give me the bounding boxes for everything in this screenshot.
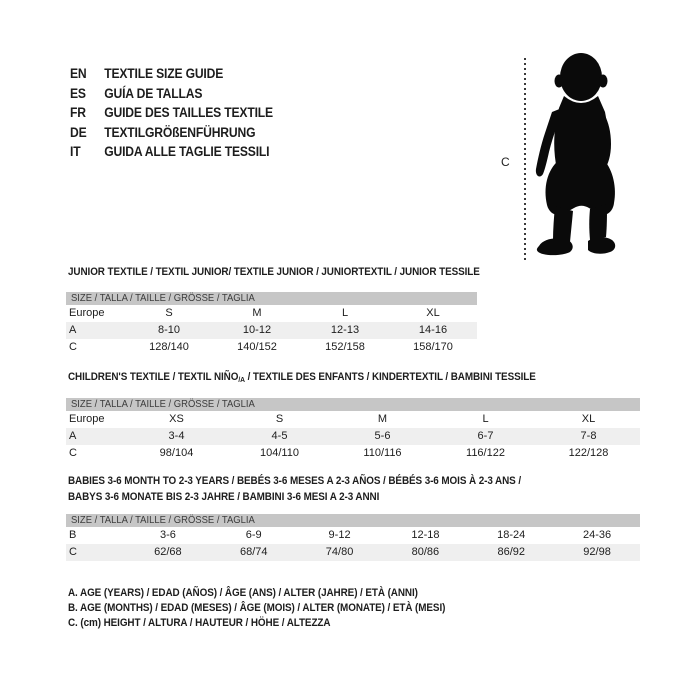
heading-subscript: /A: [238, 375, 245, 384]
cell: XL: [426, 307, 440, 319]
cell: S: [165, 307, 173, 319]
cell: 158/170: [413, 341, 453, 353]
cell: M: [252, 307, 262, 319]
cell: 3-6: [159, 529, 176, 541]
cell: S: [275, 413, 284, 425]
table-row: [66, 445, 640, 462]
footnote-c: C. (cm) HEIGHT / ALTURA / HAUTEUR / HÖHE / ALTEZZA: [68, 617, 331, 629]
size-header-text: SIZE / TALLA / TAILLE / GRÖSSE / TAGLIA: [71, 514, 255, 526]
cell: L: [482, 413, 489, 425]
cell: 6-9: [245, 529, 262, 541]
size-header-text: SIZE / TALLA / TAILLE / GRÖSSE / TAGLIA: [71, 398, 255, 410]
row-label: Europe: [69, 307, 105, 319]
row-label: C: [69, 546, 77, 558]
language-row-en: [70, 64, 273, 84]
heading-line-2: BABYS 3-6 MONATE BIS 2-3 JAHRE / BAMBINI 3-6 MESI A 2-3 ANNI: [68, 490, 380, 503]
cell: 8-10: [157, 324, 181, 336]
cell: 3-4: [168, 430, 185, 442]
row-label: B: [69, 529, 77, 541]
cell: 74/80: [325, 546, 354, 558]
cell: 122/128: [568, 447, 609, 459]
row-label: C: [69, 447, 77, 459]
cell: XS: [169, 413, 184, 425]
language-list: [70, 64, 273, 162]
language-label: GUIDE DES TAILLES TEXTILE: [104, 105, 273, 120]
language-label: TEXTILGRÖßENFÜHRUNG: [104, 124, 256, 140]
size-header-bar: [66, 398, 640, 411]
cell: 5-6: [374, 430, 391, 442]
row-label: A: [69, 324, 77, 336]
babies-section-heading: [68, 474, 521, 505]
language-code: ES: [70, 85, 86, 101]
cell: 116/122: [466, 447, 505, 459]
cell: 62/68: [154, 546, 182, 558]
cell: XL: [581, 413, 596, 425]
row-label: Europe: [69, 413, 105, 425]
row-label: A: [69, 430, 77, 442]
cell: 68/74: [239, 546, 268, 558]
size-header-text: SIZE / TALLA / TAILLE / GRÖSSE / TAGLIA: [71, 292, 255, 304]
cell: 12-13: [330, 324, 360, 336]
language-row-it: [70, 142, 273, 162]
cell: 12-18: [411, 529, 440, 541]
cell: 18-24: [497, 529, 526, 541]
language-code: EN: [70, 66, 87, 81]
table-row: [66, 305, 477, 322]
cell: 98/104: [159, 447, 194, 459]
language-label: GUÍA DE TALLAS: [104, 85, 203, 101]
children-section-heading: [68, 371, 536, 384]
language-code: IT: [70, 144, 81, 159]
heading-text: CHILDREN'S TEXTILE / TEXTIL NIÑO: [68, 371, 239, 383]
cell: 7-8: [580, 430, 597, 442]
cell: 4-5: [271, 430, 288, 442]
cell: 9-12: [328, 529, 351, 541]
cell: M: [377, 413, 388, 425]
junior-size-table: [66, 292, 477, 356]
cell: 104/110: [260, 447, 299, 459]
children-size-table: [66, 398, 640, 462]
cell: 128/140: [149, 341, 189, 353]
language-row-de: [70, 123, 273, 143]
height-measure-label: C: [501, 155, 510, 169]
cell: 92/98: [583, 546, 611, 558]
language-row-es: [70, 84, 273, 104]
language-code: FR: [70, 105, 86, 120]
babies-size-table: [66, 514, 640, 561]
cell: 152/158: [325, 341, 365, 353]
size-header-bar: [66, 292, 477, 305]
cell: L: [341, 307, 349, 319]
cell: 10-12: [242, 324, 272, 336]
language-code: DE: [70, 124, 87, 140]
footnotes: [68, 586, 445, 631]
footnote-a: A. AGE (YEARS) / EDAD (AÑOS) / ÂGE (ANS) / ALTER (JAHRE) / ETÀ (ANNI): [68, 587, 418, 599]
size-header-bar: [66, 514, 640, 527]
table-row: [66, 428, 640, 445]
footnote-b: B. AGE (MONTHS) / EDAD (MESES) / ÂGE (MOIS) / ALTER (MONATE) / ETÀ (MESI): [68, 602, 446, 614]
heading-line-1: BABIES 3-6 MONTH TO 2-3 YEARS / BEBÉS 3-6 MESES A 2-3 AÑOS / BÉBÉS 3-6 MOIS À 2-3 ANS /: [68, 475, 521, 487]
table-row: [66, 411, 640, 428]
cell: 86/92: [497, 546, 525, 558]
cell: 110/116: [363, 447, 402, 459]
baby-silhouette-icon: [534, 50, 630, 265]
language-row-fr: [70, 103, 273, 123]
cell: 6-7: [477, 430, 494, 442]
language-label: TEXTILE SIZE GUIDE: [104, 66, 224, 81]
junior-section-heading: JUNIOR TEXTILE / TEXTIL JUNIOR/ TEXTILE JUNIOR / JUNIORTEXTIL / JUNIOR TESSILE: [68, 266, 480, 278]
heading-text: / TEXTILE DES ENFANTS / KINDERTEXTIL / BAMBINI TESSILE: [244, 371, 536, 383]
table-row: [66, 527, 640, 544]
cell: 14-16: [418, 324, 448, 336]
height-measure-dashed-line: [524, 58, 526, 262]
cell: 80/86: [411, 546, 440, 558]
cell: 140/152: [237, 341, 277, 353]
table-row: [66, 544, 640, 561]
row-label: C: [69, 341, 77, 353]
table-row: [66, 339, 477, 356]
table-row: [66, 322, 477, 339]
cell: 24-36: [582, 529, 612, 541]
language-label: GUIDA ALLE TAGLIE TESSILI: [104, 144, 270, 159]
